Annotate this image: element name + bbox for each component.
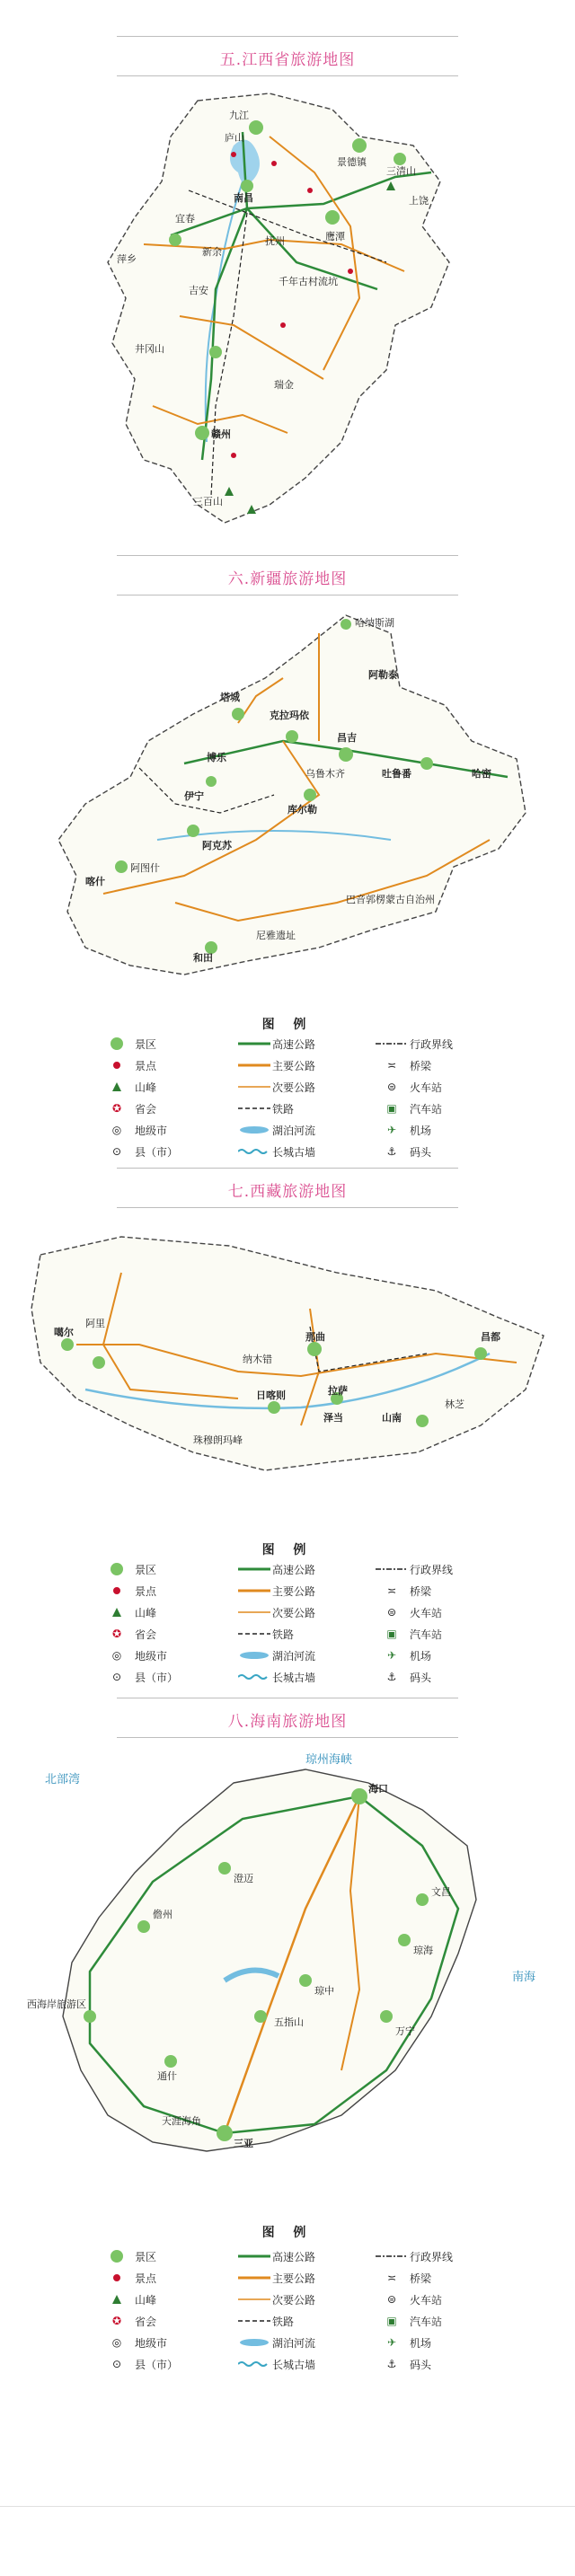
- legend-label: 高速公路: [272, 2250, 316, 2263]
- legend-label: 机场: [410, 2336, 432, 2350]
- map-label: 噶尔: [54, 1327, 74, 1338]
- legend-label: 行政界线: [410, 1563, 454, 1576]
- divider: [0, 2506, 575, 2507]
- legend-label: 县（市）: [135, 1671, 179, 1684]
- divider: [117, 75, 458, 76]
- legend-label: 景点: [135, 2272, 157, 2285]
- xinjiang-map-svg: [49, 606, 535, 992]
- map-label: 三百山: [193, 496, 223, 507]
- sea-label: 北部湾: [45, 1773, 81, 1786]
- legend-label: 机场: [410, 1649, 432, 1663]
- map-label: 三亚: [234, 2138, 253, 2149]
- legend-label: 火车站: [410, 1081, 443, 1094]
- legend-label: 铁路: [272, 1102, 295, 1116]
- legend-label: 景区: [135, 1037, 157, 1051]
- legend-label: 次要公路: [272, 1606, 316, 1619]
- legend-block: [99, 1033, 512, 1162]
- legend-label: 机场: [410, 1124, 432, 1137]
- legend-label: 长城古墙: [272, 1671, 316, 1684]
- map-label: 林芝: [445, 1398, 464, 1410]
- divider: [117, 1737, 458, 1738]
- legend-label: 湖泊河流: [272, 2336, 316, 2350]
- legend-label: 长城古墙: [272, 2358, 316, 2371]
- legend-label: 县（市）: [135, 1145, 179, 1159]
- legend-label: 县（市）: [135, 2358, 179, 2371]
- map-label: 那曲: [305, 1331, 325, 1343]
- map-label: 文昌: [431, 1886, 451, 1898]
- legend-label: 行政界线: [410, 2250, 454, 2263]
- map-xinjiang: [49, 606, 535, 992]
- sea-label: 琼州海峡: [305, 1753, 353, 1767]
- map-label: 尼雅遗址: [256, 930, 296, 941]
- county-icon: ⊙: [111, 2358, 122, 2370]
- legend-label: 次要公路: [272, 1081, 316, 1094]
- legend-block: [99, 2245, 512, 2375]
- map-label: 鹰潭: [325, 231, 345, 243]
- anchor-icon: ⚓: [386, 1145, 397, 1158]
- train-station-icon: ⊜: [386, 2293, 397, 2306]
- section-title-tibet: 七.西藏旅游地图: [227, 1183, 348, 1201]
- legend-label: 景区: [135, 1563, 157, 1576]
- legend-label: 码头: [410, 1145, 432, 1159]
- legend-label: 主要公路: [272, 1059, 316, 1072]
- map-label: 五指山: [274, 2016, 304, 2028]
- map-label: 三清山: [386, 165, 416, 177]
- map-label: 庐山: [225, 132, 244, 144]
- train-station-icon: ⊜: [386, 1081, 397, 1093]
- map-label: 井冈山: [135, 343, 164, 355]
- county-icon: ⊙: [111, 1671, 122, 1683]
- legend-label: 高速公路: [272, 1037, 316, 1051]
- map-tibet: [13, 1219, 553, 1515]
- map-label: 博乐: [207, 752, 226, 763]
- map-label: 阿里: [85, 1318, 105, 1329]
- legend-label: 桥梁: [410, 1584, 432, 1598]
- map-label: 南昌: [234, 192, 253, 204]
- legend-label: 景点: [135, 1584, 157, 1598]
- legend-label: 湖泊河流: [272, 1649, 316, 1663]
- map-label: 巴音郭楞蒙古自治州: [346, 894, 435, 905]
- divider: [117, 555, 458, 556]
- map-label: 万宁: [395, 2025, 415, 2037]
- map-label: 新余: [202, 246, 222, 258]
- legend-label: 桥梁: [410, 1059, 432, 1072]
- map-label: 克拉玛依: [270, 710, 309, 721]
- city-icon: ◎: [111, 1124, 122, 1136]
- capital-icon: ✪: [111, 1102, 122, 1115]
- section-title-jiangxi: 五.江西省旅游地图: [219, 51, 356, 69]
- legend-block: [99, 1558, 512, 1688]
- bus-station-icon: ▣: [386, 1628, 397, 1640]
- map-jiangxi: [90, 83, 485, 545]
- map-label: 纳木错: [243, 1354, 272, 1365]
- anchor-icon: ⚓: [386, 1671, 397, 1683]
- map-label: 海口: [368, 1783, 388, 1795]
- map-label: 赣州: [211, 428, 231, 440]
- map-label: 库尔勒: [288, 804, 317, 816]
- map-label: 哈纳斯湖: [355, 617, 394, 629]
- divider: [117, 1207, 458, 1208]
- map-label: 和田: [193, 952, 213, 964]
- legend-label: 码头: [410, 1671, 432, 1684]
- map-hainan: [9, 1747, 566, 2187]
- legend-label: 高速公路: [272, 1563, 316, 1576]
- airport-icon: ✈: [386, 2336, 397, 2349]
- map-label: 喀什: [85, 876, 105, 887]
- legend-label: 主要公路: [272, 2272, 316, 2285]
- legend-label: 景区: [135, 2250, 157, 2263]
- map-label: 儋州: [153, 1909, 172, 1920]
- legend-label: 长城古墙: [272, 1145, 316, 1159]
- legend-title: 图 例: [261, 1543, 314, 1557]
- legend-label: 主要公路: [272, 1584, 316, 1598]
- map-label: 珠穆朗玛峰: [193, 1434, 243, 1446]
- map-label: 琼中: [314, 1985, 334, 1997]
- map-label: 伊宁: [184, 790, 204, 802]
- map-label: 澄迈: [234, 1873, 253, 1884]
- capital-icon: ✪: [111, 2315, 122, 2327]
- map-label: 山南: [382, 1412, 402, 1424]
- map-label: 上饶: [409, 195, 429, 207]
- legend-title: 图 例: [261, 2226, 314, 2240]
- bridge-icon: ≍: [386, 2272, 397, 2284]
- legend-label: 码头: [410, 2358, 432, 2371]
- legend-label: 湖泊河流: [272, 1124, 316, 1137]
- legend-label: 火车站: [410, 1606, 443, 1619]
- tibet-map-svg: [13, 1219, 553, 1515]
- legend-label: 汽车站: [410, 1102, 443, 1116]
- section-title-hainan: 八.海南旅游地图: [227, 1713, 348, 1731]
- map-label: 吐鲁番: [382, 768, 411, 780]
- legend-label: 山峰: [135, 1606, 157, 1619]
- map-label: 九江: [229, 110, 249, 121]
- map-label: 吉安: [189, 285, 208, 296]
- train-station-icon: ⊜: [386, 1606, 397, 1619]
- legend-label: 行政界线: [410, 1037, 454, 1051]
- city-icon: ◎: [111, 2336, 122, 2349]
- bus-station-icon: ▣: [386, 2315, 397, 2327]
- map-label: 琼海: [413, 1945, 433, 1956]
- county-icon: ⊙: [111, 1145, 122, 1158]
- map-label: 阿克苏: [202, 840, 232, 851]
- map-label: 塔城: [220, 692, 240, 703]
- map-label: 千年古村流坑: [279, 276, 338, 287]
- map-label: 拉萨: [328, 1385, 348, 1397]
- map-label: 昌都: [481, 1331, 500, 1343]
- capital-icon: ✪: [111, 1628, 122, 1640]
- divider: [117, 36, 458, 37]
- map-label: 阿图什: [130, 862, 160, 874]
- map-label: 西海岸旅游区: [27, 1998, 86, 2010]
- map-label: 泽当: [323, 1412, 343, 1424]
- city-icon: ◎: [111, 1649, 122, 1662]
- divider: [117, 1168, 458, 1169]
- legend-label: 桥梁: [410, 2272, 432, 2285]
- legend-label: 火车站: [410, 2293, 443, 2307]
- legend-label: 省会: [135, 2315, 157, 2328]
- airport-icon: ✈: [386, 1124, 397, 1136]
- legend-label: 汽车站: [410, 1628, 443, 1641]
- legend-title: 图 例: [261, 1018, 314, 1032]
- legend-label: 汽车站: [410, 2315, 443, 2328]
- jiangxi-map-svg: [90, 83, 485, 545]
- map-label: 日喀则: [256, 1389, 286, 1401]
- legend-label: 山峰: [135, 2293, 157, 2307]
- legend-label: 省会: [135, 1628, 157, 1641]
- sea-label: 南海: [512, 1971, 536, 1984]
- section-title-xinjiang: 六.新疆旅游地图: [227, 570, 348, 588]
- legend-label: 山峰: [135, 1081, 157, 1094]
- legend-label: 次要公路: [272, 2293, 316, 2307]
- legend-label: 地级市: [135, 1124, 168, 1137]
- bridge-icon: ≍: [386, 1059, 397, 1072]
- bus-station-icon: ▣: [386, 1102, 397, 1115]
- map-label: 阿勒泰: [368, 669, 398, 681]
- legend-label: 地级市: [135, 1649, 168, 1663]
- map-label: 天涯海角: [162, 2115, 201, 2127]
- map-label: 瑞金: [274, 379, 294, 391]
- map-label: 乌鲁木齐: [305, 768, 345, 780]
- map-label: 哈密: [472, 768, 491, 780]
- legend-label: 地级市: [135, 2336, 168, 2350]
- map-label: 抚州: [265, 235, 285, 247]
- airport-icon: ✈: [386, 1649, 397, 1662]
- map-label: 昌吉: [337, 732, 357, 744]
- legend-label: 省会: [135, 1102, 157, 1116]
- map-label: 宜春: [175, 213, 195, 225]
- map-label: 萍乡: [117, 253, 137, 265]
- anchor-icon: ⚓: [386, 2358, 397, 2370]
- map-label: 通什: [157, 2070, 177, 2082]
- legend-label: 景点: [135, 1059, 157, 1072]
- legend-label: 铁路: [272, 1628, 295, 1641]
- legend-label: 铁路: [272, 2315, 295, 2328]
- map-label: 景德镇: [337, 156, 367, 168]
- hainan-map-svg: [9, 1747, 566, 2187]
- bridge-icon: ≍: [386, 1584, 397, 1597]
